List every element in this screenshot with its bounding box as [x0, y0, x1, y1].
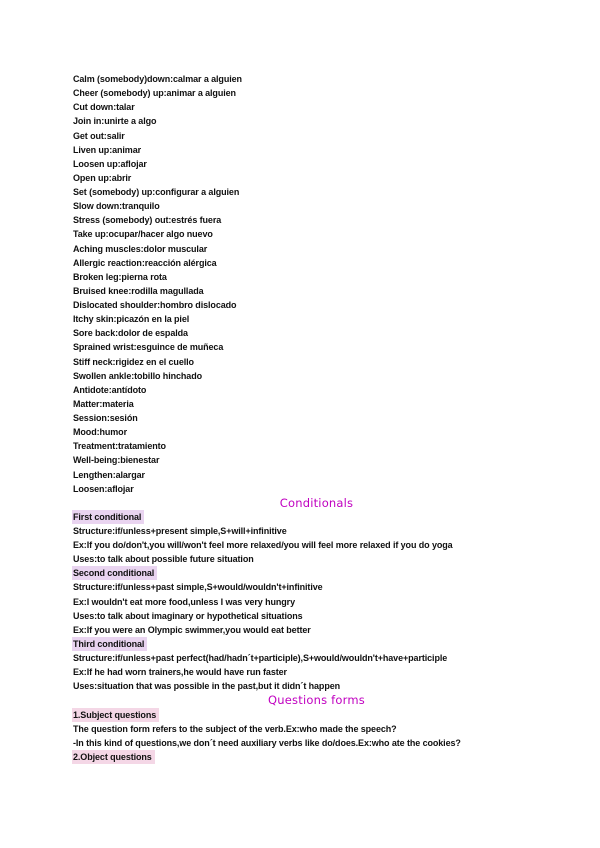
vocab-line: Get out:salir [73, 130, 125, 141]
subject-questions-line: -In this kind of questions,we don´t need auxiliary verbs like do/does.Ex:who ate the cookies? [73, 737, 461, 748]
first-conditional-line: Structure:if/unless+present simple,S+will+infinitive [73, 525, 287, 536]
vocab-line: Take up:ocupar/hacer algo nuevo [73, 229, 213, 240]
third-conditional-title: Third conditional [72, 637, 147, 651]
vocab-line: Well-being:bienestar [73, 455, 160, 466]
questions-forms-heading: Questions forms [268, 693, 365, 708]
vocab-line: Calm (somebody)down:calmar a alguien [73, 74, 242, 84]
vocab-line: Join in:unirte a algo [73, 116, 157, 127]
subject-questions-title: 1.Subject questions [72, 708, 159, 722]
vocab-line: Set (somebody) up:configurar a alguien [73, 187, 240, 197]
first-conditional-line: Ex:If you do/don't,you will/won't feel more relaxed/you will feel more relaxed if you do yoga [73, 540, 453, 551]
vocab-line: Allergic reaction:reacción alérgica [73, 257, 217, 268]
vocab-line: Aching muscles:dolor muscular [73, 243, 208, 254]
vocab-line: Lengthen:alargar [73, 469, 145, 480]
vocab-line: Antidote:antídoto [73, 384, 147, 395]
vocab-line: Matter:materia [73, 398, 134, 409]
second-conditional-title: Second conditional [72, 566, 157, 580]
vocab-line: Treatment:tratamiento [73, 441, 166, 452]
vocab-line: Stress (somebody) out:estrés fuera [73, 215, 222, 226]
conditionals-heading: Conditionals [279, 495, 354, 510]
vocab-line: Session:sesión [73, 413, 138, 423]
third-conditional-section [73, 637, 560, 694]
object-questions-section [73, 750, 560, 764]
third-conditional-line: Structure:if/unless+past perfect(had/hadn´t+participle),S+would/wouldn't+have+participle [73, 653, 448, 664]
vocabulary-list [73, 72, 560, 496]
vocab-line: Stiff neck:rigidez en el cuello [73, 356, 194, 367]
vocab-line: Open up:abrir [73, 172, 132, 183]
vocab-line: Cut down:talar [73, 102, 135, 113]
vocab-line: Dislocated shoulder:hombro dislocado [73, 300, 237, 310]
second-conditional-line: Ex:If you were an Olympic swimmer,you would eat better [73, 624, 311, 635]
second-conditional-line: Structure:if/unless+past simple,S+would/wouldn't+infinitive [73, 582, 323, 593]
second-conditional-section [73, 566, 560, 637]
vocab-line: Itchy skin:picazón en la piel [73, 314, 190, 325]
vocab-line: Loosen up:aflojar [73, 158, 147, 169]
second-conditional-line: Ex:I wouldn't eat more food,unless I was very hungry [73, 596, 295, 607]
vocab-line: Broken leg:pierna rota [73, 271, 167, 282]
vocab-line: Swollen ankle:tobillo hinchado [73, 370, 203, 381]
object-questions-title: 2.Object questions [72, 750, 155, 764]
vocab-line: Liven up:animar [73, 144, 142, 155]
third-conditional-line: Uses:situation that was possible in the past,but it didn´t happen [73, 681, 341, 692]
first-conditional-section [73, 510, 560, 567]
third-conditional-line: Ex:If he had worn trainers,he would have run faster [73, 667, 287, 678]
vocab-line: Mood:humor [73, 427, 127, 438]
first-conditional-line: Uses:to talk about possible future situation [73, 554, 254, 565]
first-conditional-title: First conditional [72, 510, 144, 524]
vocab-line: Cheer (somebody) up:animar a alguien [73, 88, 236, 99]
vocab-line: Loosen:aflojar [73, 483, 134, 494]
vocab-line: Bruised knee:rodilla magullada [73, 285, 204, 296]
subject-questions-section [73, 708, 560, 750]
vocab-line: Sore back:dolor de espalda [73, 328, 188, 339]
second-conditional-line: Uses:to talk about imaginary or hypothetical situations [73, 610, 303, 621]
vocab-line: Slow down:tranquilo [73, 201, 160, 212]
vocab-line: Sprained wrist:esguince de muñeca [73, 342, 224, 353]
subject-questions-line: The question form refers to the subject of the verb.Ex:who made the speech? [73, 723, 397, 734]
